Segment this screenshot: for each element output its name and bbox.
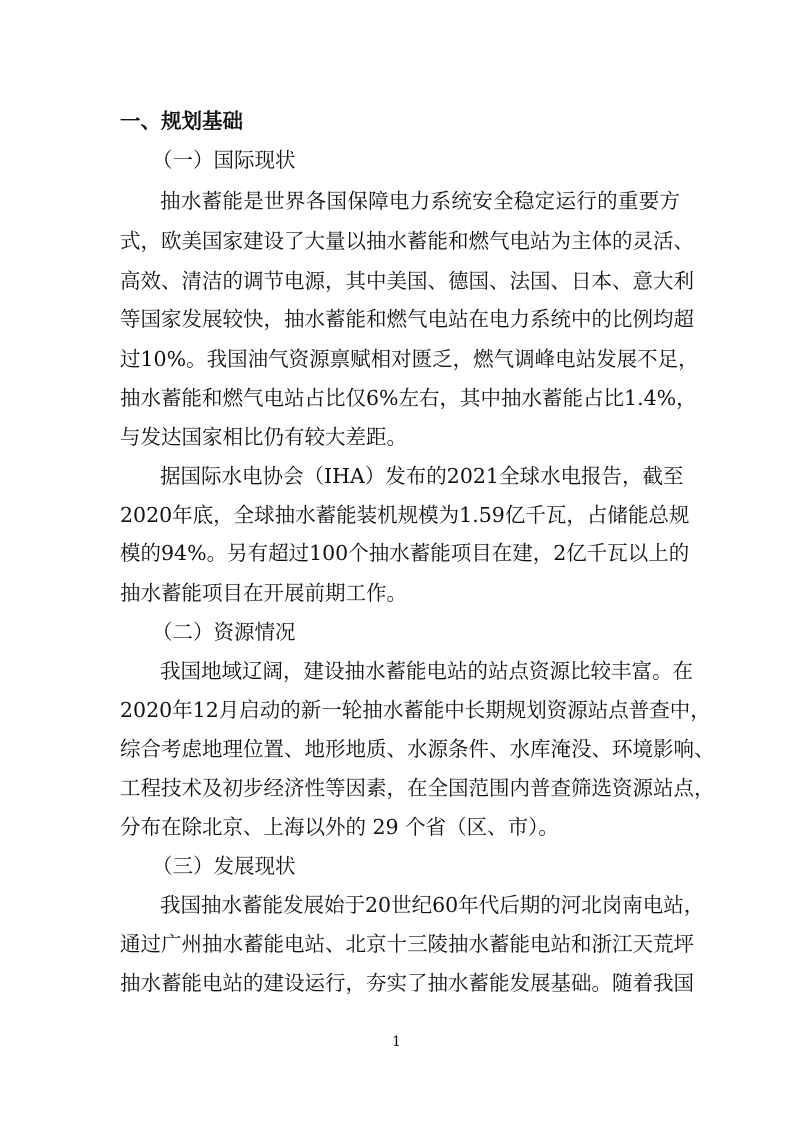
paragraph-line: 模 的 94% 。 另 有 超 过 100 个 抽 水 蓄 能 项 目 在 建 ， 2 亿 千 瓦 以 上 的 (120, 541, 690, 565)
paragraph-line: 工 程 技 术 及 初 步 经 济 性 等 因 素 ， 在 全 国 范 围 内 普 查 筛 选 资 源 站 点 ， (120, 776, 715, 800)
paragraph-line: 我 国 地 域 辽 阔 ， 建 设 抽 水 蓄 能 电 站 的 站 点 资 源 比 较 丰 富 。 在 (160, 659, 693, 683)
subsection-title-resources: （二）资源情况 (152, 620, 296, 644)
paragraph-line: 抽 水 蓄 能 是 世 界 各 国 保 障 电 力 系 统 安 全 稳 定 运 行 的 重 要 方 (160, 189, 680, 213)
paragraph-line: 抽 水 蓄 能 电 站 的 建 设 运 行 ， 夯 实 了 抽 水 蓄 能 发 展 基 础 。 随 着 我 国 (120, 971, 694, 995)
subsection-title-international: （一）国际现状 (152, 148, 296, 172)
paragraph-line: 抽水蓄能项目在开展前期工作。 (120, 581, 407, 605)
paragraph-line: 分布在除北京、上海以外的 29 个省（区、市）。 (120, 815, 559, 839)
paragraph-line: 综 合 考 虑 地 理 位 置 、 地 形 地 质 、 水 源 条 件 、 水 库 淹 没 、 环 境 影 响 、 (120, 737, 715, 761)
paragraph-line: 高 效 、 清 洁 的 调 节 电 源 ， 其 中 美 国 、 德 国 、 法 国 、 日 本 、 意 大 利 (120, 269, 694, 293)
paragraph-line: 我 国 抽 水 蓄 能 发 展 始 于 20 世 纪 60 年 代 后 期 的 河 北 岗 南 电 站 ， (160, 893, 705, 917)
paragraph-line: 据 国 际 水 电 协 会 （ IHA ） 发 布 的 2021 全 球 水 电 报 告 ， 截 至 (160, 464, 684, 488)
section-title: 一、规划基础 (120, 109, 243, 133)
paragraph-line: 2020 年 12 月 启 动 的 新 一 轮 抽 水 蓄 能 中 长 期 规 划 资 源 站 点 普 查 中 ， (120, 698, 711, 722)
paragraph-line: 抽 水 蓄 能 和 燃 气 电 站 占 比 仅 6% 左 右 ， 其 中 抽 水 蓄 能 占 比 1.4% ， (120, 386, 697, 410)
paragraph-line: 等 国 家 发 展 较 快 ， 抽 水 蓄 能 和 燃 气 电 站 在 电 力 系 统 中 的 比 例 均 超 (120, 307, 694, 331)
paragraph-line: 式 ， 欧 美 国 家 建 设 了 大 量 以 抽 水 蓄 能 和 燃 气 电 站 为 主 体 的 灵 活 、 (120, 229, 694, 253)
paragraph-line: 通 过 广 州 抽 水 蓄 能 电 站 、 北 京 十 三 陵 抽 水 蓄 能 电 站 和 浙 江 天 荒 坪 (120, 932, 694, 956)
subsection-title-development: （三）发展现状 (152, 854, 296, 878)
paragraph-line: 2020 年 底 ， 全 球 抽 水 蓄 能 装 机 规 模 为 1.59 亿 千 瓦 ， 占 储 能 总 规 (120, 503, 690, 527)
paragraph-line: 与发达国家相比仍有较大差距。 (120, 425, 407, 449)
page-number: 1 (392, 1034, 401, 1050)
paragraph-line: 过 10% 。 我 国 油 气 资 源 禀 赋 相 对 匮 乏 ， 燃 气 调 峰 电 站 发 展 不 足 ， (120, 347, 699, 371)
